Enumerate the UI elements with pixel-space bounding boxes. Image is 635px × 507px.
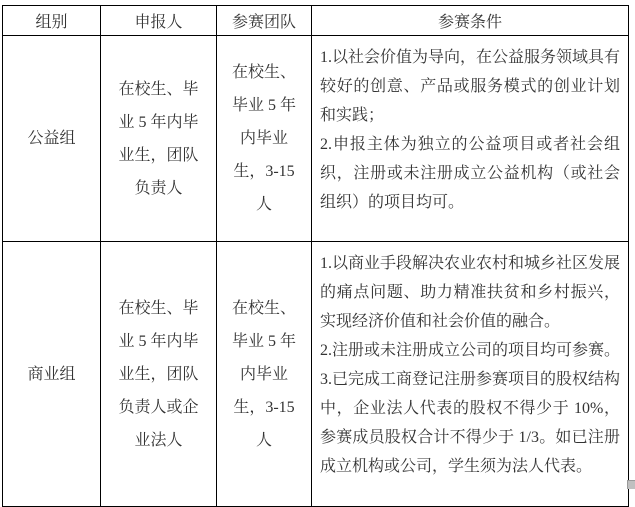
condition-item: 1.以商业手段解决农业农村和城乡社区发展的痛点问题、助力精准扶贫和乡村振兴，实现经济价值和社会价值的融合。 bbox=[320, 255, 621, 330]
conditions-cell bbox=[312, 36, 629, 242]
conditions-cell bbox=[312, 242, 629, 507]
competition-groups-table bbox=[2, 5, 629, 507]
condition-item: 2.注册或未注册成立公司的项目均可参赛。 bbox=[320, 342, 621, 359]
applicant-cell: 在校生、毕业 5 年内毕业生，团队负责人或企业法人 bbox=[101, 242, 217, 507]
condition-item: 1.以社会价值为导向，在公益服务领域具有较好的创意、产品或服务模式的创业计划和实践； bbox=[320, 49, 621, 124]
table-row-business-group bbox=[3, 242, 629, 507]
condition-item: 2.申报主体为独立的公益项目或者社会组织，注册或未注册成立公益机构（或社会组织）的项目均可。 bbox=[320, 136, 620, 211]
table-row-welfare-group bbox=[3, 36, 629, 242]
header-row bbox=[3, 6, 629, 36]
scrollbar-corner bbox=[627, 480, 635, 489]
col-header-applicant: 申报人 bbox=[101, 6, 217, 36]
condition-item: 3.已完成工商登记注册参赛项目的股权结构中，企业法人代表的股权不得少于 10%，参赛成员股权合计不得少于 1/3。如已注册成立机构或公司，学生须为法人代表。 bbox=[320, 371, 621, 475]
col-header-team: 参赛团队 bbox=[217, 6, 312, 36]
team-cell: 在校生、毕业 5 年内毕业生，3-15 人 bbox=[217, 36, 312, 242]
applicant-cell: 在校生、毕业 5 年内毕业生，团队负责人 bbox=[101, 36, 217, 242]
group-name: 公益组 bbox=[3, 36, 101, 242]
team-cell: 在校生、毕业 5 年内毕业生，3-15 人 bbox=[217, 242, 312, 507]
col-header-conditions: 参赛条件 bbox=[312, 6, 629, 36]
col-header-group: 组别 bbox=[3, 6, 101, 36]
group-name: 商业组 bbox=[3, 242, 101, 507]
